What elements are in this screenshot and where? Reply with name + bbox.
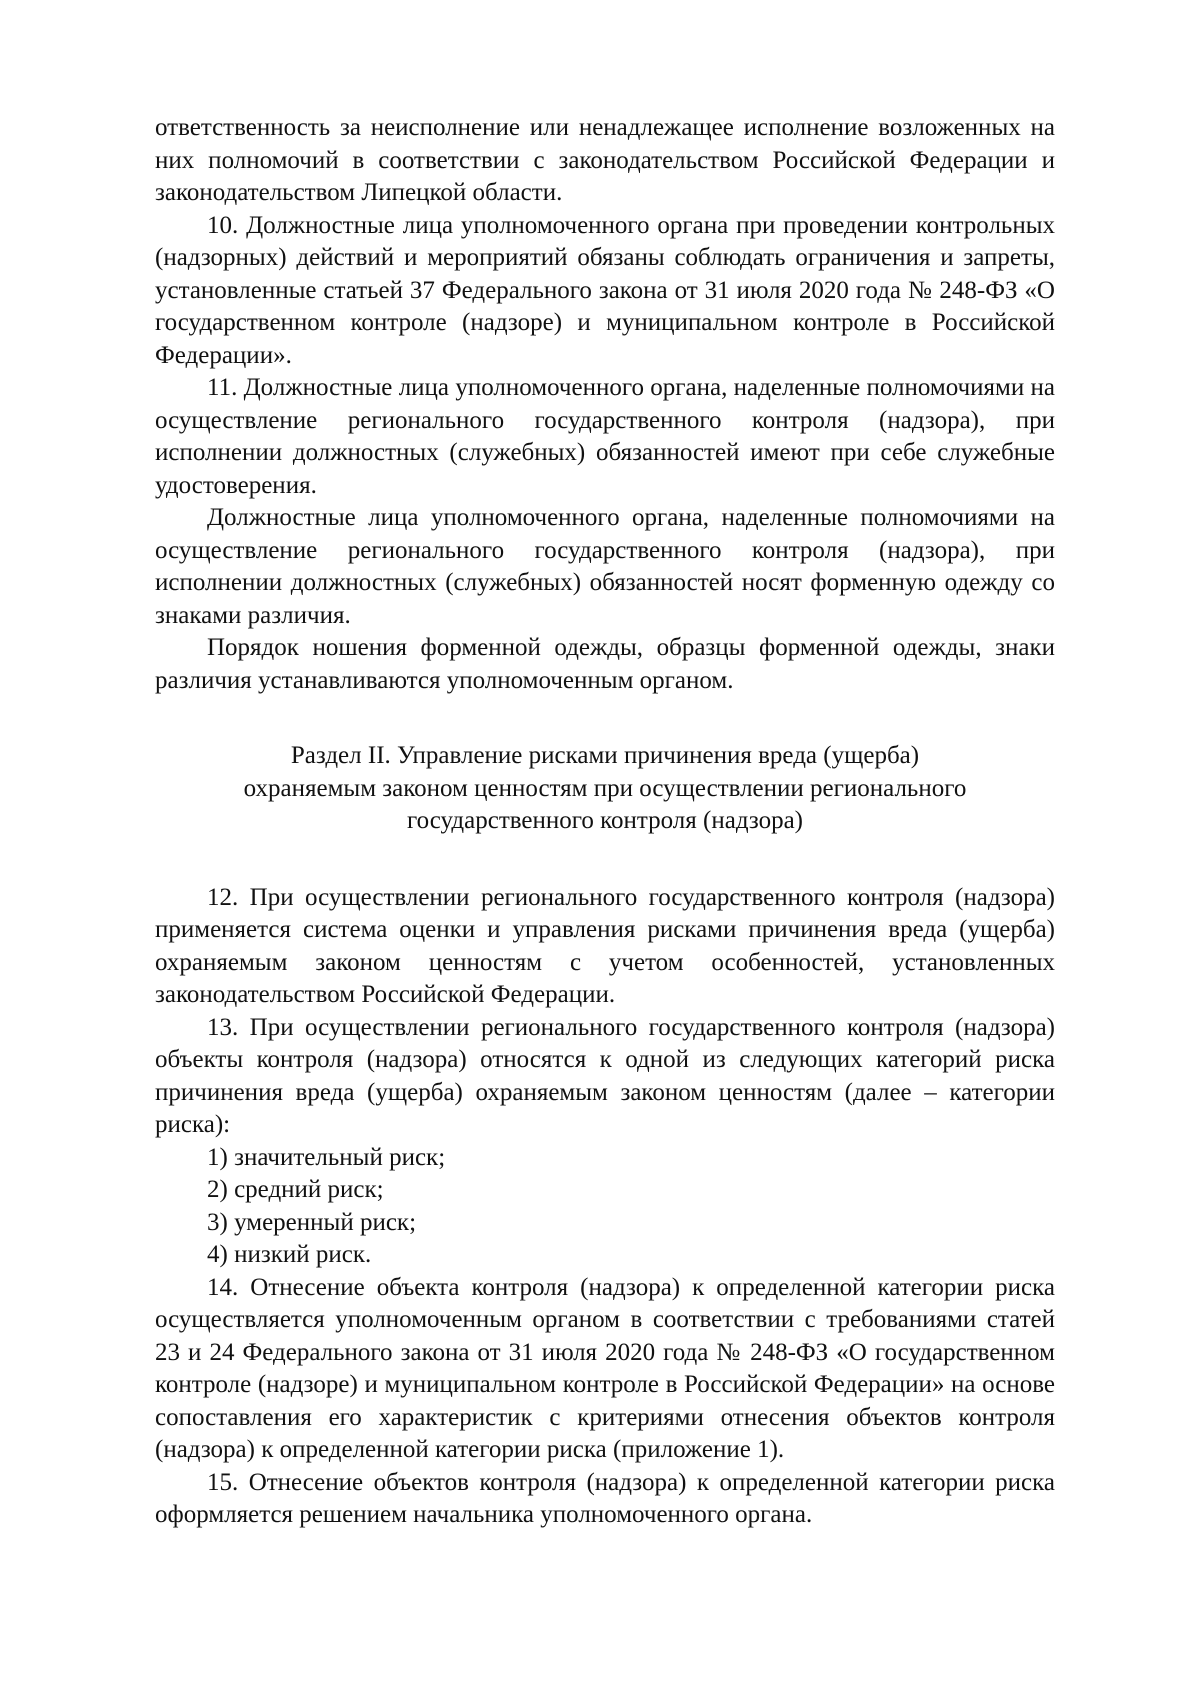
list-item: 1) значительный риск; bbox=[207, 1143, 446, 1171]
paragraph-continuation: ответственность за неисполнение или ненадлежащее исполнение возложенных на них полномочий в соответствии с законодательством Российской Федерации и законодательством Липецкой области. bbox=[155, 114, 1055, 206]
paragraph-13: 13. При осуществлении регионального государственного контроля (надзора) объекты контроля (надзора) относятся к одной из следующих категорий риска причинения вреда (ущерба) охраняемым законом ценностям (далее – категории риска): bbox=[155, 1013, 1055, 1138]
paragraph-15: 15. Отнесение объектов контроля (надзора) к определенной категории риска оформляется решением начальника уполномоченного органа. bbox=[155, 1468, 1055, 1528]
list-item: 3) умеренный риск; bbox=[207, 1208, 417, 1236]
section-heading-line-1: Раздел II. Управление рисками причинения вреда (ущерба) bbox=[290, 742, 920, 769]
section-heading bbox=[155, 740, 1055, 838]
list-item: 2) средний риск; bbox=[207, 1176, 384, 1203]
paragraph-14: 14. Отнесение объекта контроля (надзора) к определенной категории риска осуществляется уполномоченным органом в соответствии с требованиями статей 23 и 24 Федерального закона от 31 июля 2020 года № 248-ФЗ «О государственном контроле (надзоре) и муниципальном контроле в Российской Федерации» на основе сопоставления его характеристик с критериями отнесения объектов контроля (надзора) к определенной категории риска (приложение 1). bbox=[155, 1273, 1055, 1463]
section-heading-line-3: государственного контроля (надзора) bbox=[406, 807, 804, 834]
paragraph-10: 10. Должностные лица уполномоченного органа при проведении контрольных (надзорных) действий и мероприятий обязаны соблюдать ограничения и запреты, установленные статьей 37 Федерального закона от 31 июля 2020 года № 248-ФЗ «О государственном контроле (надзоре) и муниципальном контроле в Российской Федерации». bbox=[155, 211, 1055, 369]
paragraph-12: 12. При осуществлении регионального государственного контроля (надзора) применяется система оценки и управления рисками причинения вреда (ущерба) охраняемым законом ценностям с учетом особенностей, установленных законодательством Российской Федерации. bbox=[155, 883, 1055, 1008]
document-page bbox=[155, 112, 1055, 1532]
paragraph-11: 11. Должностные лица уполномоченного органа, наделенные полномочиями на осуществление регионального государственного контроля (надзора), при исполнении должностных (служебных) обязанностей имеют при себе служебные удостоверения. bbox=[155, 374, 1055, 499]
paragraph-11-uniform: Должностные лица уполномоченного органа, наделенные полномочиями на осуществление регионального государственного контроля (надзора), при исполнении должностных (служебных) обязанностей носят форменную одежду со знаками различия. bbox=[155, 504, 1055, 629]
section-heading-line-2: охраняемым законом ценностям при осуществлении регионального bbox=[243, 774, 967, 802]
paragraph-11-uniform-order: Порядок ношения форменной одежды, образцы форменной одежды, знаки различия устанавливаются уполномоченным органом. bbox=[155, 634, 1055, 694]
list-item: 4) низкий риск. bbox=[207, 1241, 372, 1268]
risk-category-list bbox=[155, 1142, 1055, 1272]
